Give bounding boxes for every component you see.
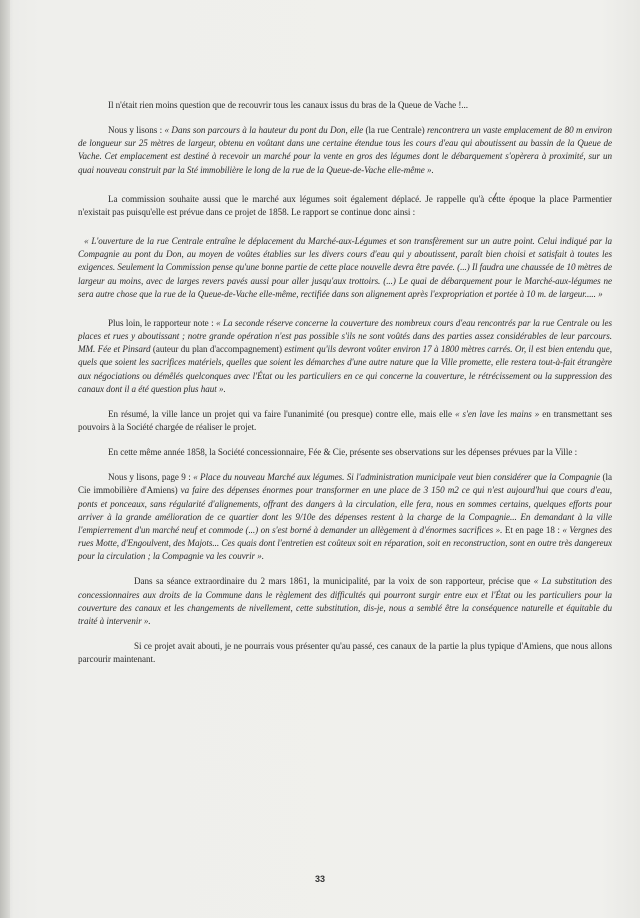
- p8-quote-1b: va faire des dépenses énormes pour transformer en une place de 3 150 m2 ce qui n'est aujourd'hui que cours d'eau, ponts et ponceaux, sans régularité d'alignements, offrant des dangers à la circulation, elle fera, nous en sommes certains, quelques efforts pour arriver à la grande amélioration de ce quartier dont les 9/10e des dépenses restent à la charge de la Compagnie... En demandant à la ville l'empierrement d'un marché neuf et commode (...) on s'est borné à demander un allègement à d'énormes sacrifices ».: [78, 485, 612, 535]
- p2-quote-end: rencontrera un vaste emplacement de 80 m environ de longueur sur 25 mètres de largeur, obtenu en voûtant dans une certaine étendue tous les cours d'eau qui aboutissent au bassin de la Queue de Vache. Cet emplacement est destiné à recevoir un marché pour la vente en gros des légumes dont le débarquement s'opèrera à proximité, sur un quai nouveau construit par la Sté immobilière le long de la rue de la Queue-de-Vache elle-même ».: [78, 125, 612, 175]
- p8-page-ref: Et en page 18 :: [504, 524, 563, 535]
- p8-intro: Nous y lisons, page 9 :: [108, 472, 194, 483]
- paragraph-6: [78, 408, 612, 434]
- paragraph-8: [78, 471, 612, 563]
- p8-quote-1a: « Place du nouveau Marché aux légumes. Si l'administration municipale veut bien considérer que la Compagnie: [193, 472, 603, 483]
- p9-intro: Dans sa séance extraordinaire du 2 mars 1861, la municipalité, par la voix de son rapporteur, précise que: [134, 576, 534, 587]
- p8-aside: (la Cie immobilière d'Amiens): [78, 472, 612, 496]
- paragraph-10: Si ce projet avait abouti, je ne pourrais vous présenter qu'au passé, ces canaux de la partie la plus typique d'Amiens, que nous allons parcourir maintenant.: [78, 641, 612, 665]
- p6-end: en transmettant ses pouvoirs à la Société chargée de réaliser le projet.: [78, 408, 612, 432]
- paragraph-7: En cette même année 1858, la Société concessionnaire, Fée & Cie, présente ses observations sur les dépenses prévues par la Ville :: [108, 447, 578, 458]
- p5-intro: Plus loin, le rapporteur note :: [108, 317, 217, 328]
- p6-start: En résumé, la ville lance un projet qui va faire l'unanimité (ou presque) contre elle, mais elle: [108, 408, 455, 419]
- p4-quote: « L'ouverture de la rue Centrale entraîne le déplacement du Marché-aux-Légumes et son transfèrement sur un autre point. Celui indiqué par la Compagnie au pont du Don, au moyen de voûtes établies sur les divers cours d'eau qui y aboutissent, paraît bien choisi et satisfait à toutes les exigences. Seulement la Commission pense qu'une bonne partie de cette place nouvelle devra être pavée. (...) Il faudra une chaussée de 10 mètres de largeur au moins, avec de larges revers pavés aussi pour aller jusqu'aux trottoirs. (...) Le quai de débarquement pour le Marché-aux-légumes ne sera autre chose que la rue de la Queue-de-Vache elle-même, rectifiée dans son alignement après l'expropriation et portée à 10 m. de largeur..... »: [78, 236, 612, 299]
- p6-quote: « s'en lave les mains »: [455, 408, 540, 419]
- p9-quote: « La substitution des concessionnaires aux droits de la Commune dans le règlement des difficultés qui pourront surgir entre eux et l'État ou les particuliers pour la couverture des canaux et les changements de nivellement, cette substitution, dis-je, nous a semblé être la conséquence naturelle et équitable du traité à intervenir ».: [78, 576, 612, 626]
- page-binding-shadow: [0, 0, 10, 918]
- paragraph-3: La commission souhaite aussi que le marché aux légumes soit également déplacé. Je rappelle qu'à cette époque la place Parmentier n'existait pas puisqu'elle est prévue dans ce projet de 1858. Le rapport se continue donc ainsi :: [78, 193, 612, 217]
- paragraph-9: [78, 575, 612, 628]
- p2-aside: (la rue Centrale): [365, 125, 427, 136]
- p5-quote-start: « La seconde réserve concerne la couverture des nombreux cours d'eau rencontrés par la rue Centrale ou les places et rues y aboutissant ; notre grande opération n'est pas possible s'ils ne sont voûtés dans des parties assez considérables de leur parcours. MM. Fée et Pinsard: [78, 317, 613, 355]
- paragraph-2: [78, 124, 612, 177]
- p2-quote-start: « Dans son parcours à la hauteur du pont du Don, elle: [164, 125, 366, 136]
- paragraph-1: Il n'était rien moins question que de recouvrir tous les canaux issus du bras de la Queue de Vache !...: [108, 100, 468, 110]
- page-number: 33: [314, 874, 325, 884]
- body-text: [78, 99, 612, 678]
- p2-intro: Nous y lisons :: [108, 125, 165, 136]
- paragraph-4-quote: [78, 235, 612, 301]
- p5-quote-end: estiment qu'ils devront voûter environ 17 à 1800 mètres carrés. Or, il est bien entendu que, quels que soient les sacrifices matériels, quelles que soient les démarches d'une autre nature que la Ville promette, elle restera tout-à-fait étrangère aux négociations ou démêlés quelconques avec l'État ou les particuliers en ce qui concerne la couverture, le rétrécissement ou la suppression des canaux dont il a été question plus haut ».: [78, 344, 612, 394]
- p8-quote-2: « Vergnes des rues Motte, d'Engoulvent, des Majots... Ces quais dont l'entretien est coûteux soit en réparation, soit en reconstruction, sont en outre très dangereux pour la circulation ; la Compagnie va les couvrir ».: [78, 524, 612, 562]
- paragraph-5: [78, 317, 612, 396]
- p5-aside: (auteur du plan d'accompagnement): [152, 344, 285, 355]
